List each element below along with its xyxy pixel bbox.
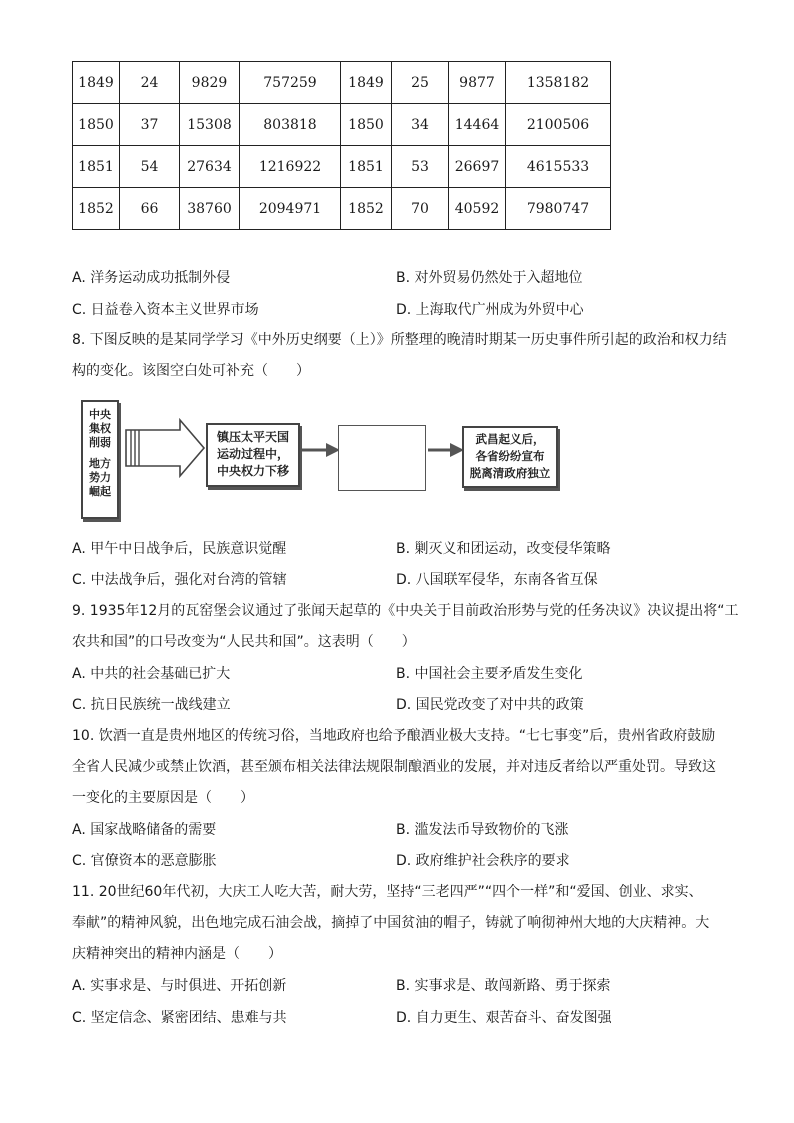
q10-stem-line3: 一变化的主要原因是（ ） [72, 790, 254, 806]
q7-option-c[interactable]: C. 日益卷入资本主义世界市场 [72, 302, 259, 318]
table-cell: 1849 [73, 62, 120, 104]
table-cell: 757259 [240, 62, 341, 104]
q8-stem-line2: 构的变化。该图空白处可补充（ ） [72, 363, 310, 379]
table-row [73, 104, 611, 146]
q10-stem-line2: 全省人民减少或禁止饮酒，甚至颁布相关法律法规限制酿酒业的发展，并对违反者给以严重处罚。导致这 [72, 759, 716, 775]
diagram-text-line: 运动过程中， [216, 447, 289, 461]
q10-option-a[interactable]: A. 国家战略储备的需要 [72, 822, 217, 838]
q7-option-a[interactable]: A. 洋务运动成功抵制外侵 [72, 270, 231, 286]
diagram-box-taiping-text [208, 425, 298, 480]
table-cell: 27634 [180, 146, 240, 188]
arrow-right-icon [298, 440, 342, 460]
q8-stem-line1: 8. 下图反映的是某同学学习《中外历史纲要（上）》所整理的晚清时期某一历史事件所引起的政治和权力结 [72, 332, 727, 348]
table-row [73, 62, 611, 104]
table-row [73, 146, 611, 188]
diagram-box-wuchang [462, 426, 558, 488]
diagram-text-line: 势力 [89, 471, 111, 484]
q11-option-c[interactable]: C. 坚定信念、紧密团结、患难与共 [72, 1010, 287, 1026]
diagram-text-line: 集权 [89, 422, 111, 435]
table-cell: 70 [392, 188, 449, 230]
table-cell: 9829 [180, 62, 240, 104]
big-arrow-icon [118, 418, 208, 478]
table-cell: 25 [392, 62, 449, 104]
table-cell: 2094971 [240, 188, 341, 230]
q7-option-b[interactable]: B. 对外贸易仍然处于入超地位 [396, 270, 583, 286]
diagram-text-line [83, 450, 117, 457]
diagram-box-taiping [206, 423, 300, 487]
arrow-right-icon-2 [426, 440, 466, 460]
diagram-text-line: 各省纷纷宣布 [475, 449, 545, 463]
table-cell: 1850 [73, 104, 120, 146]
table-cell: 1358182 [506, 62, 611, 104]
q11-stem-line1: 11. 20世纪60年代初，大庆工人吃大苦，耐大劳，坚持“三老四严”“四个一样”和“爱国、创业、求实、 [72, 884, 703, 900]
table-cell: 1852 [341, 188, 392, 230]
table-cell: 7980747 [506, 188, 611, 230]
table-cell: 66 [120, 188, 180, 230]
table-cell: 14464 [449, 104, 506, 146]
q11-stem-line3: 庆精神突出的精神内涵是（ ） [72, 946, 282, 962]
q8-option-d[interactable]: D. 八国联军侵华，东南各省互保 [396, 572, 598, 588]
diagram-text-line: 中央 [89, 408, 111, 421]
table-cell: 2100506 [506, 104, 611, 146]
q11-option-d[interactable]: D. 自力更生、艰苦奋斗、奋发图强 [396, 1010, 612, 1026]
diagram-left-box [81, 400, 119, 519]
diagram-text-line: 中央权力下移 [216, 464, 289, 478]
q9-option-a[interactable]: A. 中共的社会基础已扩大 [72, 666, 231, 682]
q9-option-b[interactable]: B. 中国社会主要矛盾发生变化 [396, 666, 583, 682]
table-cell: 26697 [449, 146, 506, 188]
q11-option-b[interactable]: B. 实事求是、敢闯新路、勇于探索 [396, 978, 611, 994]
q8-option-c[interactable]: C. 中法战争后，强化对台湾的管辖 [72, 572, 287, 588]
q8-option-a[interactable]: A. 甲午中日战争后，民族意识觉醒 [72, 541, 287, 557]
table-cell: 1850 [341, 104, 392, 146]
table-cell: 15308 [180, 104, 240, 146]
table-cell: 1216922 [240, 146, 341, 188]
table-cell: 4615533 [506, 146, 611, 188]
q10-option-b[interactable]: B. 滥发法币导致物价的飞涨 [396, 822, 569, 838]
diagram-text-line: 崛起 [89, 485, 111, 498]
q8-option-b[interactable]: B. 剿灭义和团运动，改变侵华策略 [396, 541, 611, 557]
q7-option-d[interactable]: D. 上海取代广州成为外贸中心 [396, 302, 584, 318]
table-cell: 38760 [180, 188, 240, 230]
q9-option-c[interactable]: C. 抗日民族统一战线建立 [72, 697, 231, 713]
table-cell: 24 [120, 62, 180, 104]
diagram-text-line: 削弱 [89, 436, 111, 449]
q9-stem-line2: 农共和国”的口号改变为“人民共和国”。这表明（ ） [72, 634, 416, 650]
diagram-blank-box [338, 425, 426, 491]
table-cell: 1852 [73, 188, 120, 230]
q10-option-c[interactable]: C. 官僚资本的恶意膨胀 [72, 853, 217, 869]
diagram-left-text [83, 402, 117, 499]
q11-option-a[interactable]: A. 实事求是、与时俱进、开拓创新 [72, 978, 287, 994]
table-cell: 1849 [341, 62, 392, 104]
table-cell: 1851 [73, 146, 120, 188]
table-cell: 803818 [240, 104, 341, 146]
table-cell: 34 [392, 104, 449, 146]
q9-stem-line1: 9. 1935年12月的瓦窑堡会议通过了张闻天起草的《中央关于目前政治形势与党的任务决议》决议提出将“工 [72, 603, 739, 619]
table-cell: 1851 [341, 146, 392, 188]
diagram-text-line: 地方 [89, 457, 111, 470]
q9-option-d[interactable]: D. 国民党改变了对中共的政策 [396, 697, 584, 713]
table-cell: 40592 [449, 188, 506, 230]
table-cell: 53 [392, 146, 449, 188]
table-row [73, 188, 611, 230]
table-cell: 54 [120, 146, 180, 188]
table-cell: 9877 [449, 62, 506, 104]
trade-data-table [72, 61, 611, 230]
diagram-text-line: 镇压太平天国 [216, 430, 289, 444]
q11-stem-line2: 奉献”的精神风貌，出色地完成石油会战，摘掉了中国贫油的帽子，铸就了响彻神州大地的大庆精神。大 [72, 915, 710, 931]
diagram-text-line: 脱离清政府独立 [469, 466, 551, 480]
table-cell: 37 [120, 104, 180, 146]
diagram-box-wuchang-text [464, 428, 556, 482]
diagram-text-line: 武昌起义后， [475, 432, 545, 446]
q10-stem-line1: 10. 饮酒一直是贵州地区的传统习俗，当地政府也给予酿酒业极大支持。“七七事变”后，贵州省政府鼓励 [72, 728, 716, 744]
q10-option-d[interactable]: D. 政府维护社会秩序的要求 [396, 853, 570, 869]
